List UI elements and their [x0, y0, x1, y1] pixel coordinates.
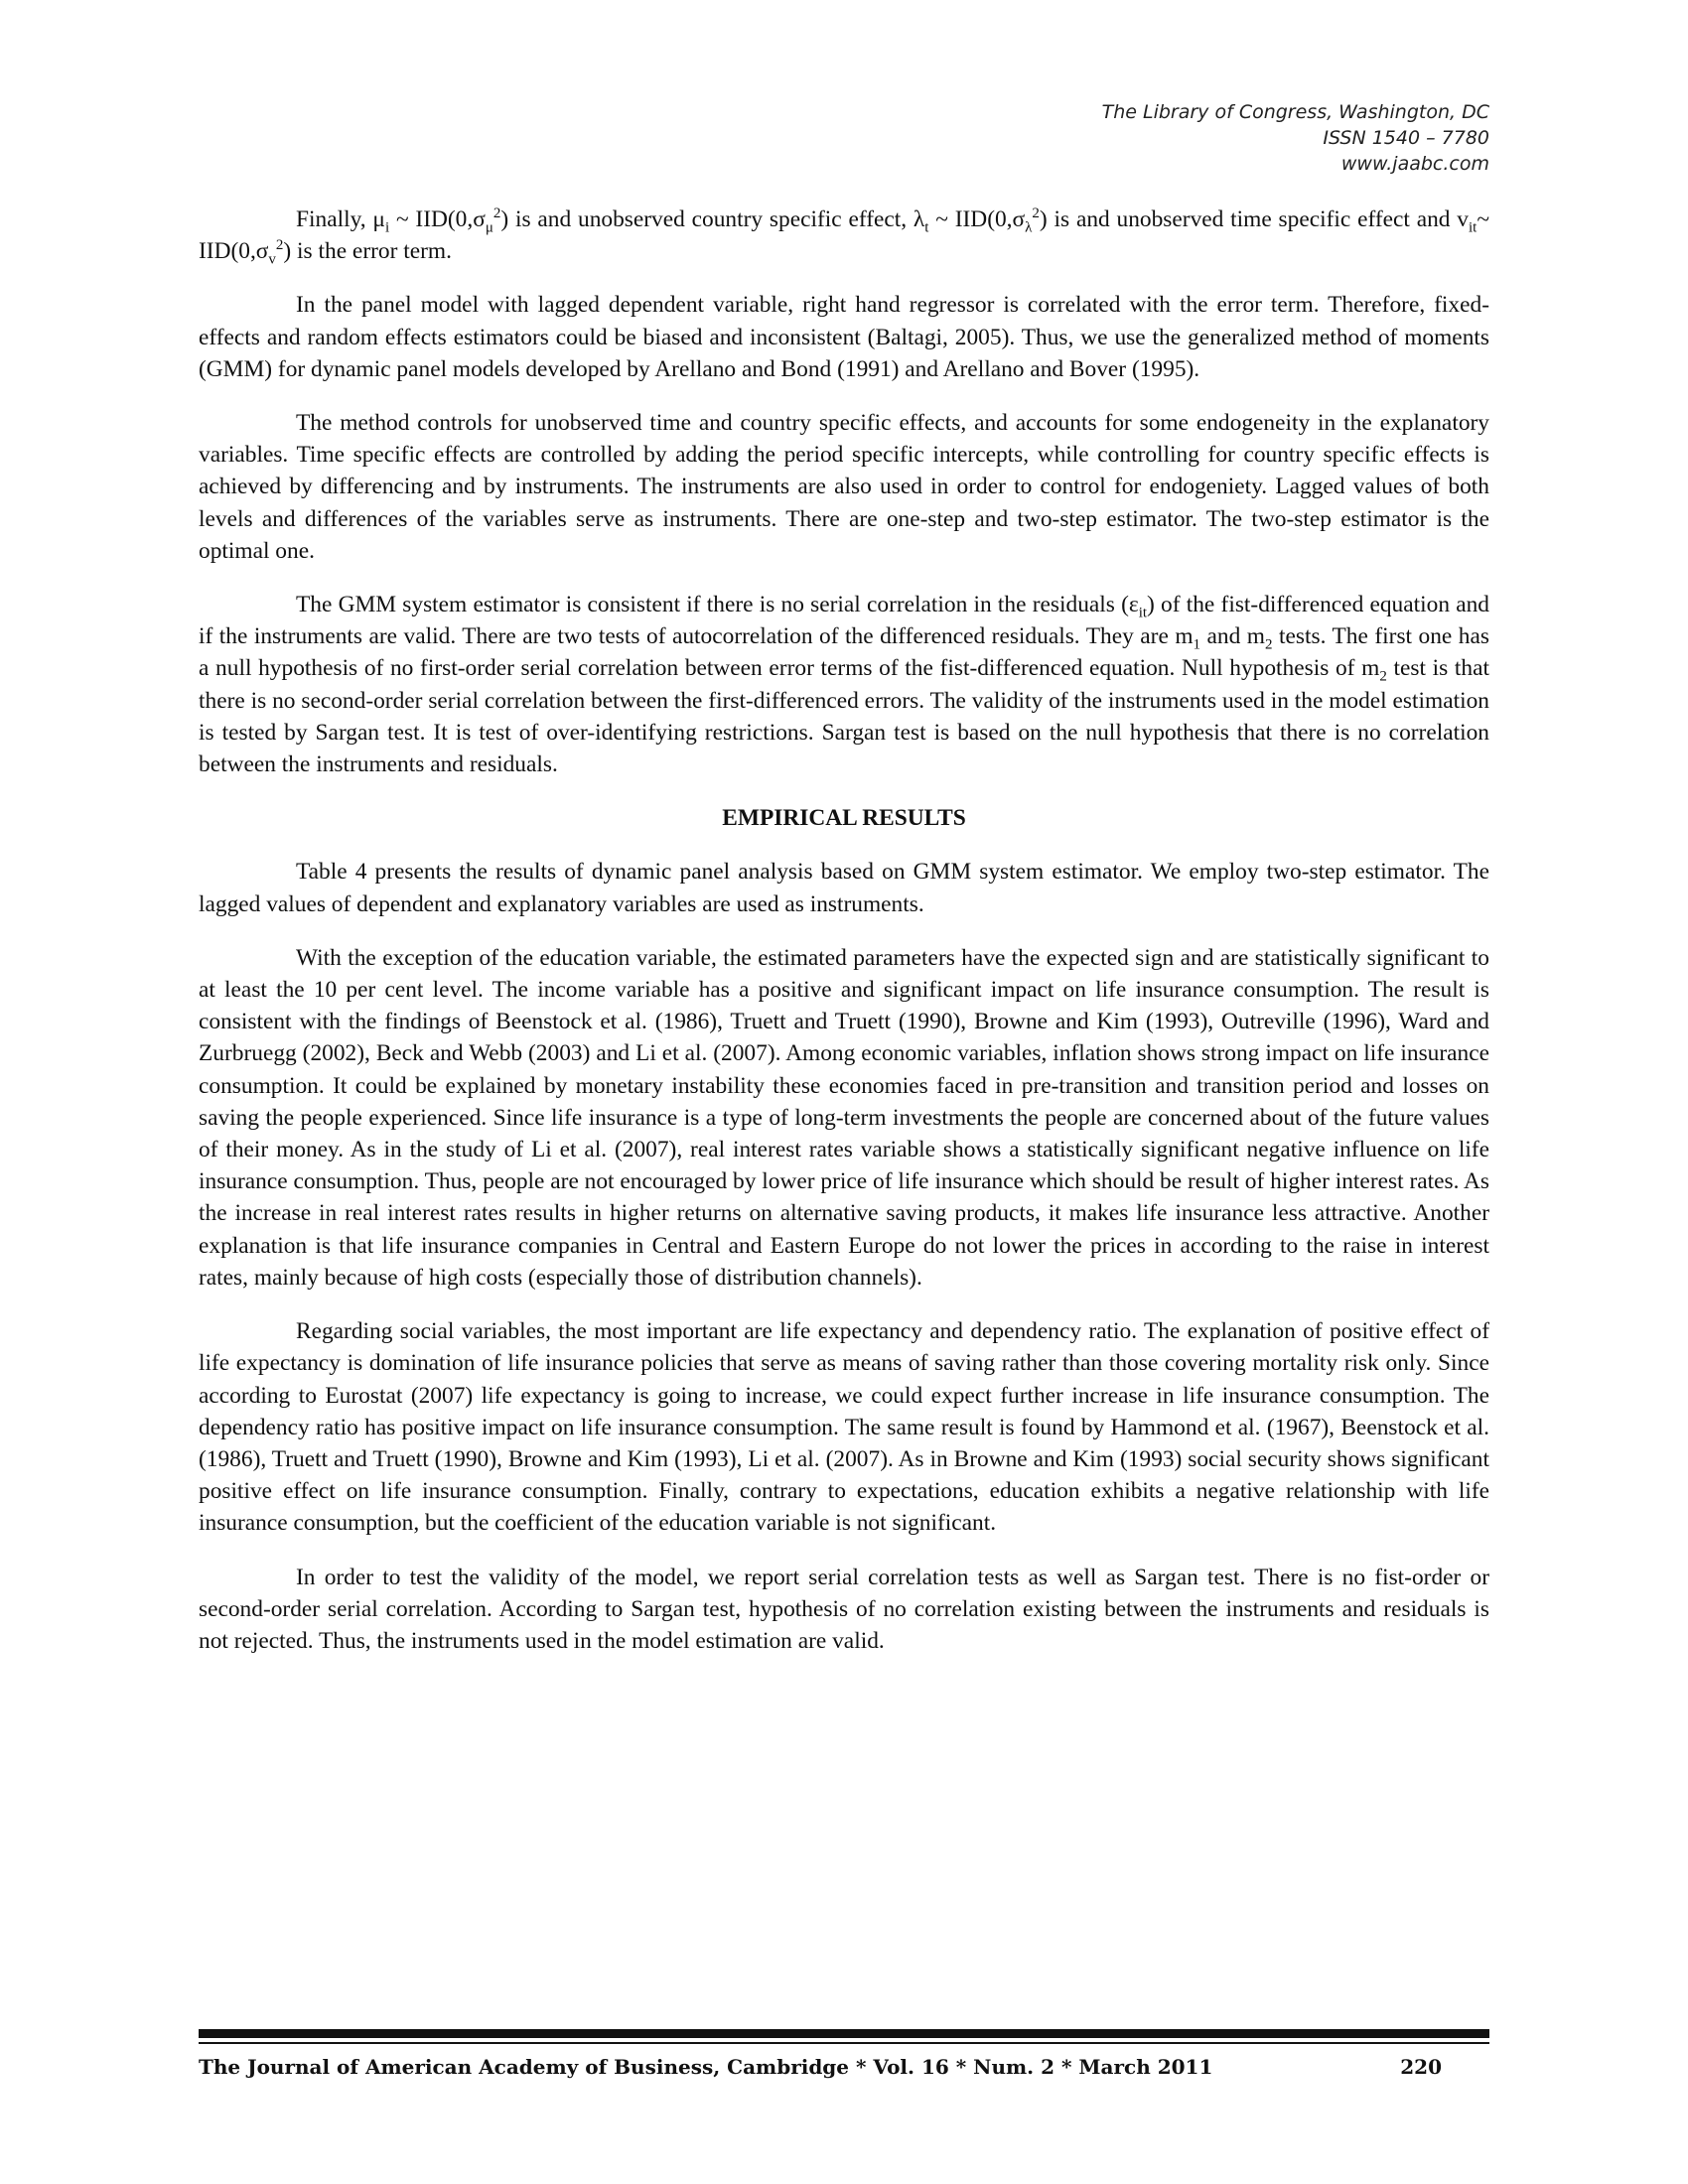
- paragraph-social-variables: Regarding social variables, the most important are life expectancy and dependency ratio. The explanation of positive effect of life expectancy is domination of life insurance policies that serve as means of saving rather than those covering mortality risk only. Since according to Eurostat (2007) life expectancy is going to increase, we could expect further increase in life insurance consumption. The dependency ratio has positive impact on life insurance consumption. The same result is found by Hammond et al. (1967), Beenstock et al. (1986), Truett and Truett (1990), Browne and Kim (1993), Li et al. (2007). As in Browne and Kim (1993) social security shows significant positive effect on life insurance consumption. Finally, contrary to expectations, education exhibits a negative relationship with life insurance consumption, but the coefficient of the education variable is not significant.: [199, 1318, 1489, 1537]
- running-header: [894, 99, 1489, 177]
- paragraph-error-terms: Finally, $\mu_i$ ~ $IID(0,\sigma_\mu^2)$ is and unobserved country specific effect, $\lambda_t$ ~ $IID(0,\sigma_\lambda^2)$ is and unobserved time specific effect and $v_{it}\sim$ $IID(0,\sigma_v^2)$ is the error term.: [199, 205, 1490, 268]
- paragraph-gmm-method: In the panel model with lagged dependent variable, right hand regressor is correlated with the error term. Therefore, fixed-effects and random effects estimators could be biased and inconsistent (Baltagi, 2005). Thus, we use the generalized method of moments (GMM) for dynamic panel models developed by Arellano and Bond (1991) and Arellano and Bover (1995).: [199, 292, 1489, 382]
- paragraph-table4: Table 4 presents the results of dynamic panel analysis based on GMM system estimator. We employ two-step estimator. The lagged values of dependent and explanatory variables are used as instruments.: [199, 859, 1489, 917]
- header-website: www.jaabc.com: [1340, 153, 1489, 175]
- body-text: [199, 204, 1489, 1679]
- header-publisher: The Library of Congress, Washington, DC: [1101, 101, 1489, 123]
- paragraph-method-controls: The method controls for unobserved time and country specific effects, and accounts for some endogeneity in the explanatory variables. Time specific effects are controlled by adding the period specific intercepts, while controlling for country specific effects is achieved by differencing and by instruments. The instruments are also used in order to control for endogeniety. Lagged values of both levels and differences of the variables serve as instruments. There are one-step and two-step estimator. The two-step estimator is the optimal one.: [199, 410, 1489, 564]
- section-heading: EMPIRICAL RESULTS: [722, 805, 966, 832]
- footer-rule-thick: [199, 2029, 1489, 2038]
- footer-journal-citation: The Journal of American Academy of Business, Cambridge * Vol. 16 * Num. 2 * March 2011: [199, 2055, 1213, 2079]
- header-issn: ISSN 1540 – 7780: [1323, 127, 1489, 149]
- paragraph-validity-tests: In order to test the validity of the model, we report serial correlation tests as well as Sargan test. There is no fist-order or second-order serial correlation. According to Sargan test, hypothesis of no correlation existing between the instruments and residuals is not rejected. Thus, the instruments used in the model estimation are valid.: [199, 1564, 1489, 1654]
- paragraph-economic-results: With the exception of the education variable, the estimated parameters have the expected sign and are statistically significant to at least the 10 per cent level. The income variable has a positive and significant impact on life insurance consumption. The result is consistent with the findings of Beenstock et al. (1986), Truett and Truett (1990), Browne and Kim (1993), Outreville (1996), Ward and Zurbruegg (2002), Beck and Webb (2003) and Li et al. (2007). Among economic variables, inflation shows strong impact on life insurance consumption. It could be explained by monetary instability these economies faced in pre-transition and transition period and losses on saving the people experienced. Since life insurance is a type of long-term investments the people are concerned about of the future values of their money. As in the study of Li et al. (2007), real interest rates variable shows a statistically significant negative influence on life insurance consumption. Thus, people are not encouraged by lower price of life insurance which should be result of higher interest rates. As the increase in real interest rates results in higher returns on alternative saving products, it makes life insurance less attractive. Another explanation is that life insurance companies in Central and Eastern Europe do not lower the prices in according to the raise in interest rates, mainly because of high costs (especially those of distribution channels).: [199, 944, 1489, 1291]
- footer-rule-thin: [199, 2042, 1489, 2044]
- paragraph-gmm-consistency: The GMM system estimator is consistent if there is no serial correlation in the residuals $(\varepsilon_{it})$ of the fist-differenced equation and if the instruments are valid. There are two tests of autocorrelation of the differenced residuals. They are $m_1$ and $m_2$ tests. The first one has a null hypothesis of no first-order serial correlation between error terms of the fist-differenced equation. Null hypothesis of $m_2$ test is that there is no second-order serial correlation between the first-differenced errors. The validity of the instruments used in the model estimation is tested by Sargan test. It is test of over-identifying restrictions. Sargan test is based on the null hypothesis that there is no correlation between the instruments and residuals.: [199, 592, 1490, 778]
- page-number: 220: [1400, 2055, 1442, 2079]
